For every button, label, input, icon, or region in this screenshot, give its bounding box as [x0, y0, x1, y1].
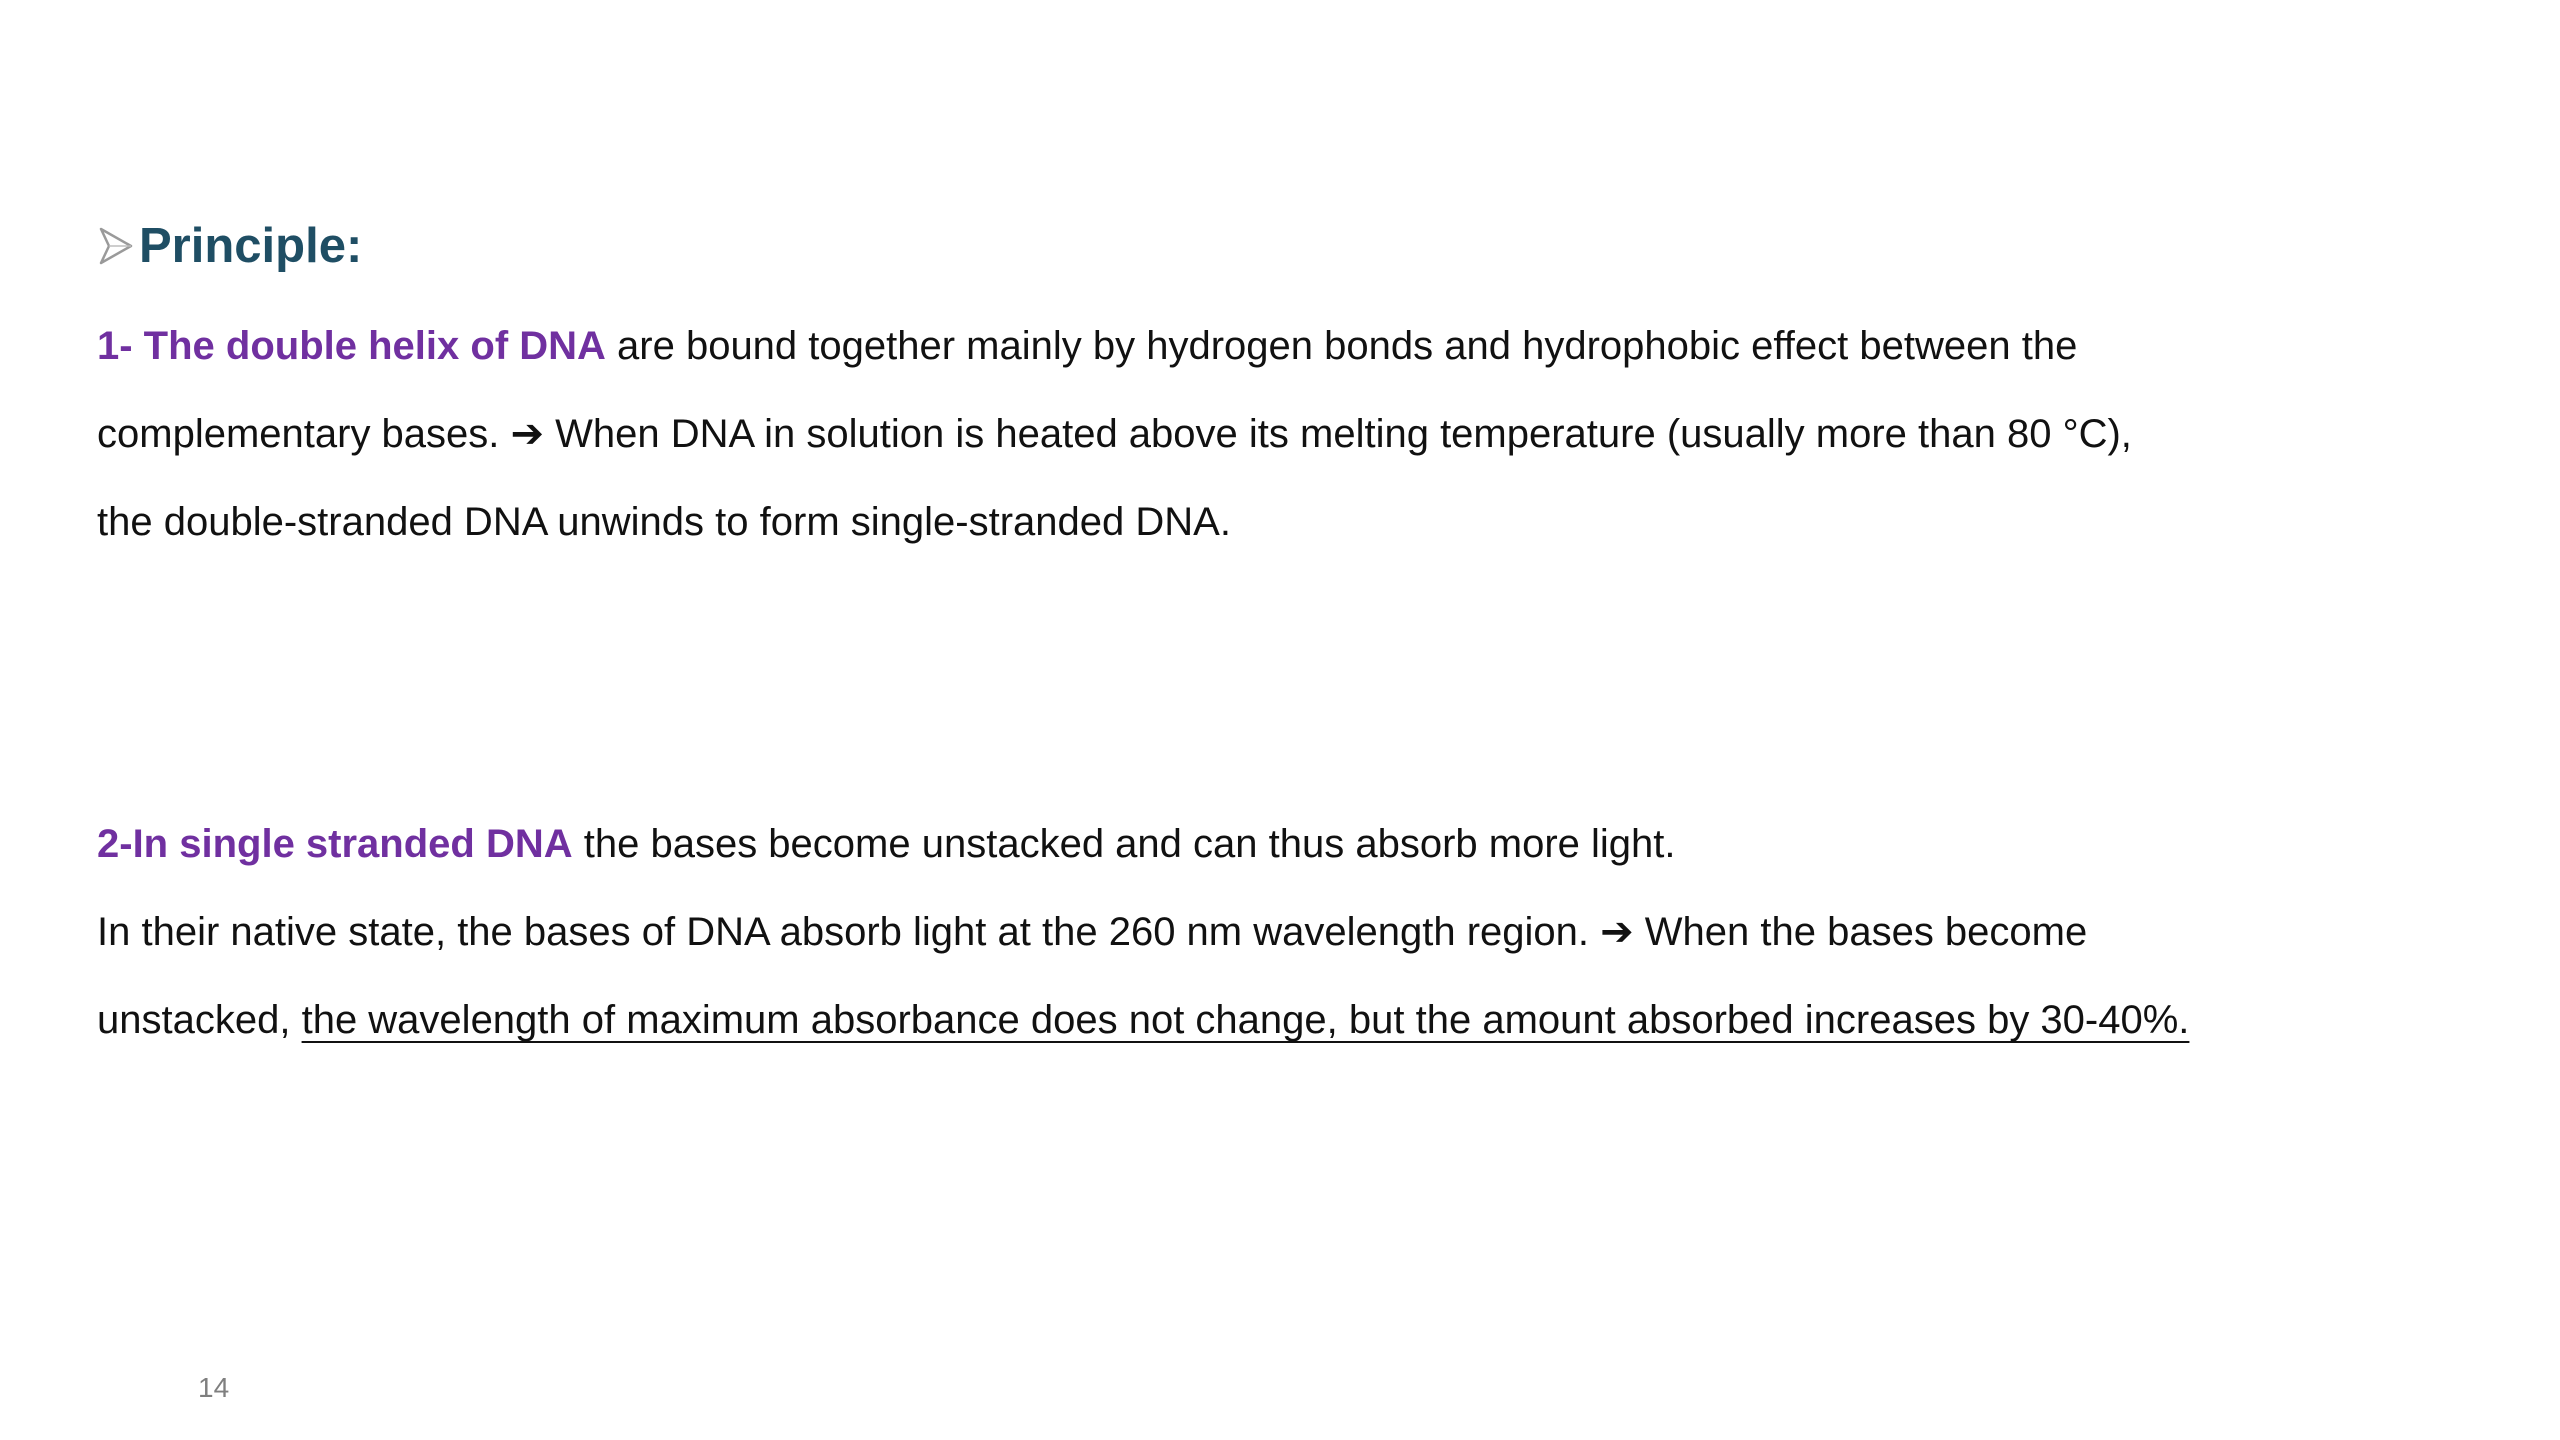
paragraph-2-line-2 — [97, 888, 2497, 976]
paragraph-2-line-3-text-before: unstacked, — [97, 998, 302, 1042]
paragraph-2-line-1-text: the bases become unstacked and can thus absorb more light. — [572, 822, 1676, 866]
paragraph-1 — [97, 302, 2497, 566]
right-arrow-icon: ➔ — [510, 411, 545, 457]
paragraph-2-emphasis: 2-In single stranded DNA — [97, 822, 573, 866]
arrow-bullet-icon — [97, 223, 135, 269]
paragraph-2-underlined-text: the wavelength of maximum absorbance does not change, but the amount absorbed increases by 30-40%. — [301, 998, 2190, 1042]
paragraph-2-line-2-text-before: In their native state, the bases of DNA absorb light at the 260 nm wavelength region. — [97, 910, 1601, 954]
page-number: 14 — [198, 1372, 230, 1403]
paragraph-1-line-2-text-after: When DNA in solution is heated above its melting temperature (usually more than 80 °C), — [544, 412, 2132, 456]
paragraph-1-emphasis: 1- The double helix of DNA — [97, 324, 606, 368]
section-heading — [97, 218, 362, 274]
heading-title: Principle: — [139, 219, 363, 273]
paragraph-2-line-3 — [97, 976, 2497, 1064]
right-arrow-icon: ➔ — [1600, 909, 1634, 955]
paragraph-1-line-3: the double-stranded DNA unwinds to form single-stranded DNA. — [97, 500, 1231, 544]
paragraph-1-line-2 — [97, 390, 2497, 478]
paragraph-1-line-1 — [97, 302, 2497, 390]
paragraph-2-line-2-text-after: When the bases become — [1633, 910, 2088, 954]
paragraph-1-line-1-text: are bound together mainly by hydrogen bonds and hydrophobic effect between the — [605, 324, 2078, 368]
paragraph-2-line-1 — [97, 800, 2497, 888]
paragraph-1-line-2-text-before: complementary bases. — [97, 412, 511, 456]
paragraph-2 — [97, 800, 2497, 1064]
